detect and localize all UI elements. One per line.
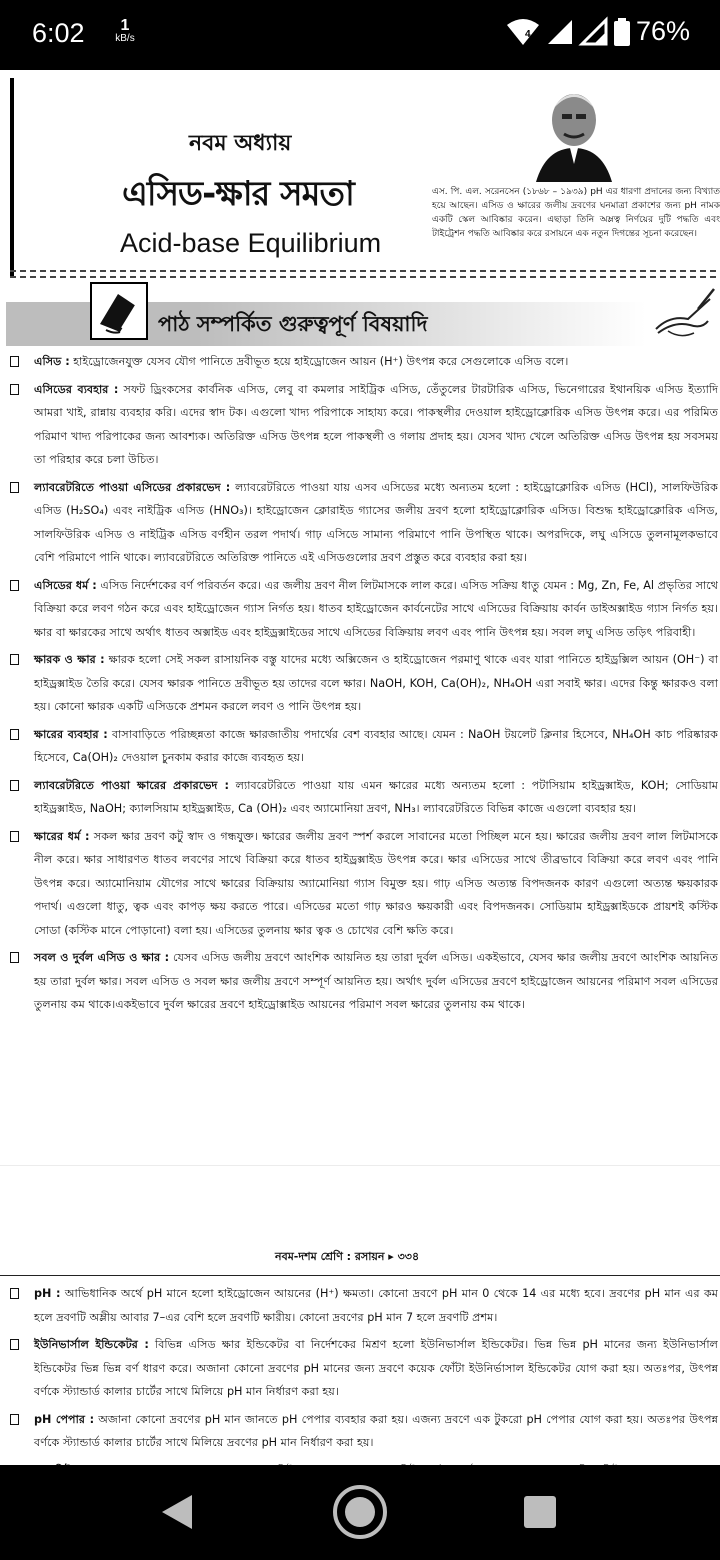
bullet-icon xyxy=(10,580,19,591)
chapter-header xyxy=(10,78,720,276)
item-text: সফট ড্রিংকসের কার্বনিক এসিড, লেবু বা কমলার সাইট্রিক এসিড, তেঁতুলের টারটারিক এসিড, ভিনেগারের ইথানয়িক এসিড ইত্যাদি আমরা খাই, রান্নায় ব্যবহার করি। এদের স্বাদ টক। এগুলো খাদ্য পরিপাকে সাহায্য করে। পাকস্থলীর দেওয়াল হাইড্রোক্লোরিক এসিড উৎপন্ন করে। এর পরিমিত পরিমাণ খাদ্য পরিপাকের জন্য আবশ্যক। অতিরিক্ত এসিড উৎপন্ন হলে পাকস্থলী ও গলায় প্রদাহ হয়। যেসব খাদ্য খেলে অতিরিক্ত এসিড উৎপন্ন হয় সবসময় তা পরিহার করে চলা উচিত। xyxy=(34,382,719,466)
bullet-icon xyxy=(10,356,19,367)
item-text: বিভিন্ন এসিড ক্ষার ইন্ডিকেটর বা নির্দেশকের মিশ্রণ হলো ইউনিভার্সাল ইন্ডিকেটর। ভিন্ন ভিন্ন pH মানের জন্য ইউনিভার্সাল ইন্ডিকেটর ভিন্ন ভিন্ন বর্ণ ধারণ করে। অজানা কোনো দ্রবণের pH মানের জন্য দ্রবণে কয়েক ফোঁটা ইউনির্ভাসাল ইন্ডিকেটর যোগ করা হয়। অতঃপর, উৎপন্ন বর্ণকে স্ট্যান্ডার্ড কালার চার্টের সাথে মিলিয়ে pH মান নির্ধারণ করা হয়। xyxy=(34,1338,718,1398)
portrait-caption: এস. পি. এল. সরেনসেন (১৮৬৮ – ১৯৩৯) pH এর ধারণা প্রদানের জন্য বিখ্যাত হয়ে আছেন। এসিড ও ক্ষারের জলীয় দ্রবণের ঘনমাত্রা প্রকাশের জন্য pH নামক একটি স্কেল আবিষ্কার করেন। এছাড়া তিনি অম্লত্ব নির্ণয়ের দুটি পদ্ধতি এবং টাইট্রেশন পদ্ধতি আবিষ্কার করে রসায়নে এক নতুন দিগন্তের সূচনা করেছেন। xyxy=(432,187,720,239)
status-icons xyxy=(506,16,690,47)
bullet-icon xyxy=(10,1414,19,1425)
list-item xyxy=(8,774,718,821)
list-item xyxy=(8,825,718,943)
recent-apps-button[interactable] xyxy=(524,1496,556,1528)
document-page[interactable] xyxy=(0,70,720,1465)
list-item xyxy=(8,350,718,374)
battery-icon xyxy=(614,18,630,46)
item-term: এসিডের ব্যবহার : xyxy=(34,382,119,396)
item-text: ল্যাবরেটরিতে পাওয়া যায় এসব এসিডের মধ্যে অন্যতম হলো : হাইড্রোক্লোরিক এসিড (HCl), সালফিউরিক এসিড (H₂SO₄) এবং নাইট্রিক এসিড (HNO₃)। হাইড্রোজেন ক্লোরাইড গ্যাসের জলীয় দ্রবণ হলো হাইড্রোক্লোরিক এসিড। বিশুদ্ধ হাইড্রোক্লোরিক এসিড, সালফিউরিক এসিড ও নাইট্রিক এসিড বর্ণহীন তরল পদার্থ। গাঢ় এসিডে সামান্য পরিমাণে পানি উপস্থিত থাকে। অপরদিকে, লঘু এসিডে তুলনামূলকভাবে বেশি পরিমাণে পানি থাকে। ল্যাবরেটরিতে অতিরিক্ত পানিতে এই এসিডগুলোর দ্রবণ প্রস্তুত করে ব্যবহার করা হয়। xyxy=(34,480,718,564)
bullet-icon xyxy=(10,952,19,963)
item-term: ল্যাবরেটরিতে পাওয়া এসিডের প্রকারভেদ : xyxy=(34,480,231,494)
list-item xyxy=(8,723,718,770)
chapter-title-english: Acid-base Equilibrium xyxy=(120,228,382,258)
list-item xyxy=(8,476,718,570)
item-term: ক্ষারের ব্যবহার : xyxy=(34,727,108,741)
bullet-icon xyxy=(10,729,19,740)
list-item xyxy=(8,648,718,719)
bullet-icon xyxy=(10,1288,19,1299)
bullet-icon xyxy=(10,780,19,791)
item-term: pH : xyxy=(34,1287,61,1300)
page-break xyxy=(0,1165,720,1166)
list-item xyxy=(8,946,718,1017)
item-text: আভিধানিক অর্থে pH মানে হলো হাইড্রোজেন আয়নের (H⁺) ক্ষমতা। কোনো দ্রবণে pH মান 0 থেকে 14 এর মধ্যে হবে। দ্রবণের pH মান এর কম হলে দ্রবণটি অম্লীয় আবার 7–এর বেশি হলে দ্রবণটি ক্ষারীয়। কোনো দ্রবণের pH মান 7 হলে দ্রবণটি প্রশম। xyxy=(34,1287,718,1324)
item-term: সবল ও দুর্বল এসিড ও ক্ষার : xyxy=(34,951,170,964)
item-text: বাসাবাড়িতে পরিচ্ছন্নতা কাজে ক্ষারজাতীয় পদার্থের বেশ ব্যবহার আছে। যেমন : NaOH টয়লেট ক্লিনার হিসেবে, NH₄OH কাচ পরিষ্কারক হিসেবে, Ca(OH)₂ দেওয়াল চুনকাম করার কাজে ব্যবহৃত হয়। xyxy=(34,727,718,764)
network-speed-unit: kB/s xyxy=(115,33,135,44)
sorensen-portrait xyxy=(526,82,622,182)
item-term: ক্ষারক ও ক্ষার : xyxy=(34,653,105,666)
battery-percent: 76% xyxy=(635,16,690,46)
item-text: অজানা কোনো দ্রবণের pH মান জানতে pH পেপার ব্যবহার করা হয়। এজন্য দ্রবণে এক টুকরো pH পেপার যোগ করা হয়। অতঃপর উৎপন্ন বর্ণকে স্ট্যান্ডার্ড কালার চার্টের সাথে মিলিয়ে দ্রবণের pH মান নির্ধারণ করা হয়। xyxy=(34,1412,718,1449)
item-term: এসিড : xyxy=(34,355,70,368)
bullet-icon xyxy=(10,482,19,493)
item-term: এসিডের ধর্ম : xyxy=(34,578,97,592)
book-pen-icon xyxy=(90,282,148,340)
status-time: 6:02 xyxy=(32,18,85,48)
item-text: এসিড নির্দেশকের বর্ণ পরিবর্তন করে। এর জলীয় দ্রবণ নীল লিটমাসকে লাল করে। এসিড সক্রিয় ধাতু যেমন : Mg, Zn, Fe, Al প্রভৃতির সাথে বিক্রিয়া করে লবণ গঠন করে এবং হাইড্রোজেন গ্যাস নির্গত হয়। ধাতব হাইড্রোজেন কার্বনেটের সাথে এসিডের বিক্রিয়ায় কার্বন ডাইঅক্সাইড গ্যাস নির্গত হয়। ক্ষার বা ক্ষারকের সাথে অর্থাৎ ধাতব অক্সাইড এবং হাইড্রক্সাইডের সাথে এসিডের বিক্রিয়ায় লবণ এবং পানি উৎপন্ন হয়। সবল লঘু এসিড তড়িৎ পরিবাহী। xyxy=(34,578,718,639)
bullet-icon xyxy=(10,831,19,842)
bullet-icon xyxy=(10,1339,19,1350)
signal-icon-2 xyxy=(580,18,608,46)
bullet-icon xyxy=(10,384,19,395)
topic-list-next-page xyxy=(8,1282,718,1486)
back-button[interactable] xyxy=(160,1493,194,1535)
list-item xyxy=(8,1282,718,1329)
network-badge: 4 xyxy=(524,28,531,40)
list-item xyxy=(8,1408,718,1455)
list-item xyxy=(8,378,718,472)
item-text: হাইড্রোজেনযুক্ত যেসব যৌগ পানিতে দ্রবীভূত হয়ে হাইড্রোজেন আয়ন (H⁺) উৎপন্ন করে সেগুলোকে এসিড বলে। xyxy=(69,355,569,368)
list-item xyxy=(8,1333,718,1404)
item-term: ইউনিভার্সাল ইন্ডিকেটর : xyxy=(34,1338,149,1351)
network-speed-value: 1 xyxy=(120,17,130,34)
item-term: ক্ষারের ধর্ম : xyxy=(34,829,90,843)
section-title: পাঠ সম্পর্কিত গুরুত্বপূর্ণ বিষয়াদি xyxy=(158,312,428,336)
item-term: ল্যাবরেটরিতে পাওয়া ক্ষারের প্রকারভেদ : xyxy=(34,778,229,792)
home-button[interactable] xyxy=(331,1483,389,1545)
item-term: pH পেপার : xyxy=(34,1412,95,1426)
item-text: যেসব এসিড জলীয় দ্রবণে আংশিক আয়নিত হয় তারা দুর্বল এসিড। একইভাবে, যেসব ক্ষার জলীয় দ্রবণে আংশিক আয়নিত হয় তারা দুর্বল ক্ষার। সবল এসিড ও সবল ক্ষার জলীয় দ্রবণে সম্পূর্ণ আয়নিত হয়। অর্থাৎ দুর্বল এসিডের দ্রবণে হাইড্রোজেন আয়নের পরিমাণ সবল এসিডের তুলনায় কম থাকে।একইভাবে দুর্বল ক্ষারের দ্রবণে হাইড্রোক্সাইড আয়নের পরিমাণ সবল ক্ষারের তুলনায় কম থাকে। xyxy=(34,951,718,1011)
chapter-title: এসিড-ক্ষার সমতা xyxy=(122,174,354,214)
item-text: সকল ক্ষার দ্রবণ কটু স্বাদ ও গন্ধযুক্ত। ক্ষারের জলীয় দ্রবণ স্পর্শ করলে সাবানের মতো পিচ্ছিল মনে হয়। ক্ষারের জলীয় দ্রবণ লাল লিটমাসকে নীল করে। ক্ষার সাধারণত ধাতব লবণের সাথে বিক্রিয়া করে ধাতব হাইড্রক্সাইড উৎপন্ন করে। ক্ষার এসিডের সাথে তীব্রভাবে বিক্রিয়া করে লবণ এবং পানি উৎপন্ন করে। অ্যামোনিয়াম যৌগের সাথে ক্ষারের বিক্রিয়ায় অ্যামোনিয়া গ্যাস বিমুক্ত হয়। গাঢ় এসিড অত্যন্ত বিপদজনক কারণ এগুলো অত্যন্ত ক্ষয়কারক পদার্থ। এগুলো ধাতু, ত্বক এবং কাপড় ক্ষয় করতে পারে। এসিডের মতো গাঢ় ক্ষারও ক্ষয়কারী এবং বিপদজনক। সোডিয়াম হাইড্রক্সাইডকে প্রায়শই কস্টিক সোডা (কস্টিক মানে পোড়ানো) বলা হয়। এসিডের তুলনায় ক্ষার ত্বক ও চোখের বেশি ক্ষতি করে। xyxy=(34,829,719,937)
topic-list xyxy=(8,350,718,1021)
navigation-bar xyxy=(0,1465,720,1560)
page-footer: নবম-দশম শ্রেণি : রসায়ন ▸ ৩৩৪ xyxy=(275,1250,420,1263)
status-bar xyxy=(0,0,720,70)
wifi-icon xyxy=(506,17,540,47)
item-text: ক্ষারক হলো সেই সকল রাসায়নিক বস্তু যাদের মধ্যে অক্সিজেন ও হাইড্রোজেন পরমাণু থাকে এবং যারা পানিতে হাইড্রক্সিল আয়ন (OH⁻) বা হাইড্রক্সাইড তৈরি করে। যেসব ক্ষারক পানিতে দ্রবীভূত হয় তাদের বলে ক্ষার। NaOH, KOH, Ca(OH)₂, NH₄OH এরা সবাই ক্ষার। এদের কিন্তু ক্ষারকও বলা হয়। কোনো ক্ষারক একটি এসিডকে প্রশমন করলে লবণ ও পানি উৎপন্ন হয়। xyxy=(34,653,718,713)
network-speed xyxy=(110,18,140,44)
list-item xyxy=(8,574,718,645)
signal-icon xyxy=(546,18,574,46)
item-text: ল্যাবরেটরিতে পাওয়া যায় এমন ক্ষারের মধ্যে অন্যতম হলো : পটাসিয়াম হাইড্রক্সাইড, KOH; সোডিয়াম হাইড্রক্সাইড, NaOH; ক্যালসিয়াম হাইড্রক্সাইড, Ca (OH)₂ এবং অ্যামোনিয়া দ্রবণ, NH₃। ল্যাবরেটরিতে বিভিন্ন কাজে এগুলো ব্যবহার হয়। xyxy=(34,778,718,815)
chapter-number: নবম অধ্যায় xyxy=(189,131,292,156)
bullet-icon xyxy=(10,654,19,665)
writing-hand-icon xyxy=(650,285,716,341)
header-divider xyxy=(10,270,716,278)
